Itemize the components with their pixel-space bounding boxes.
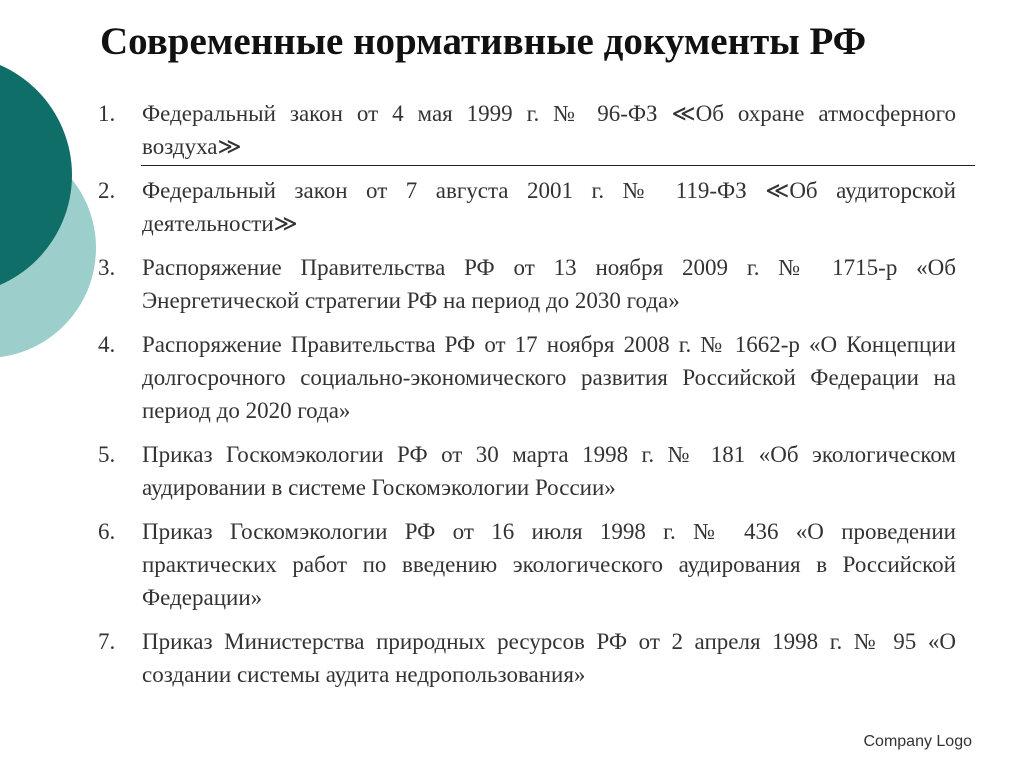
item-text: Приказ Министерства природных ресурсов РФ от 2 апреля 1998 г. № 95 «О создании системы аудита недропользования» — [142, 629, 956, 687]
list-item — [98, 251, 956, 317]
decorative-circles — [0, 0, 110, 400]
item-text: Федеральный закон от 4 мая 1999 г. № 96-ФЗ ≪Об охране атмосферного воздуха≫ — [142, 101, 956, 159]
list-item — [98, 515, 956, 614]
item-text: Распоряжение Правительства РФ от 13 ноября 2009 г. № 1715-р «Об Энергетической стратегии РФ на период до 2030 года» — [142, 255, 956, 313]
item-number: 3. — [98, 255, 116, 280]
item-text: Федеральный закон от 7 августа 2001 г. № 119-ФЗ ≪Об аудиторской деятельности≫ — [142, 178, 956, 236]
company-logo: Company Logo — [863, 733, 972, 750]
item-number: 1. — [98, 101, 116, 126]
list-item — [98, 438, 956, 504]
item-number: 5. — [98, 442, 116, 467]
page-title: Современные нормативные документы РФ — [100, 20, 867, 63]
item-text: Распоряжение Правительства РФ от 17 ноября 2008 г. № 1662-р «О Концепции долгосрочного социально-экономического развития Российской Федерации на период до 2020 года» — [142, 332, 956, 423]
item-number: 4. — [98, 332, 116, 357]
item-number: 2. — [98, 178, 116, 203]
list-item — [98, 328, 956, 427]
list-item — [98, 625, 956, 691]
item-text: Приказ Госкомэкологии РФ от 30 марта 1998 г. № 181 «Об экологическом аудировании в системе Госкомэкологии России» — [142, 442, 956, 500]
item-text: Приказ Госкомэкологии РФ от 16 июля 1998 г. № 436 «О проведении практических работ по введению экологического аудирования в Российской Федерации» — [142, 519, 956, 610]
document-list — [98, 97, 956, 702]
list-item — [98, 174, 956, 240]
item-number: 6. — [98, 519, 116, 544]
list-item — [98, 97, 956, 163]
item-number: 7. — [98, 629, 116, 654]
